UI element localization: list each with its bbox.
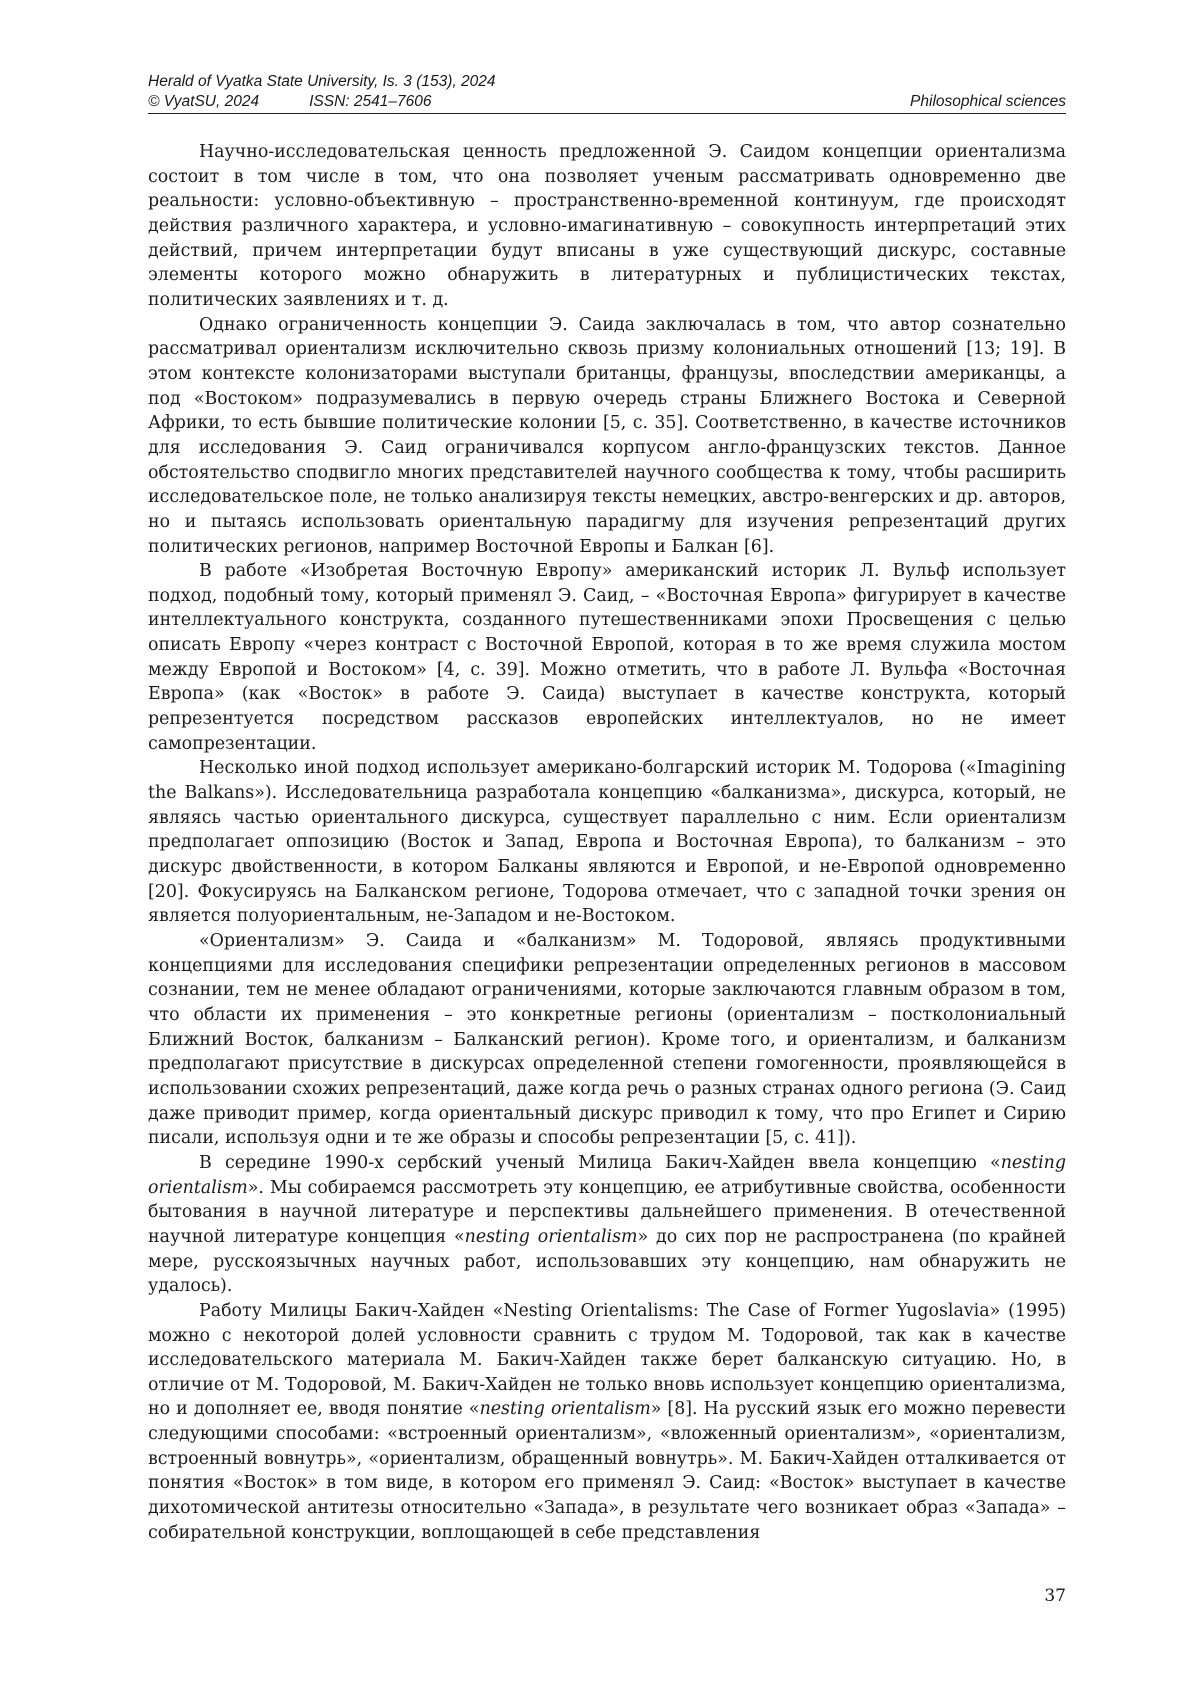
paragraph bbox=[148, 313, 1066, 560]
paragraph bbox=[148, 1151, 1066, 1299]
term-italic: nesting orientalism bbox=[465, 1227, 638, 1247]
term-italic: nesting orientalism bbox=[148, 1153, 1066, 1198]
header-left bbox=[148, 92, 431, 112]
paragraph bbox=[148, 1299, 1066, 1546]
paragraph bbox=[148, 559, 1066, 756]
paragraph-text: » [8]. На русский язык его можно перевести следующими способами: «встроенный ориентализм», «вложенный ориентализм», «ориентализм, встроенный вовнутрь», «ориентализм, обращенный вовнутрь». М. Бакич-Хайден отталкивается от понятия «Восток» в том виде, в котором его применял Э. Саид: «Восток» выступает в качестве дихотомической антитезы относительно «Запада», в результате чего возникает образ «Запада» – собирательной конструкции, воплощающей в себе представления bbox=[148, 1399, 1066, 1542]
header-meta-line bbox=[148, 92, 1066, 114]
paragraph-text: Научно-исследовательская ценность предложенной Э. Саидом концепции ориентализма состоит в том числе в том, что она позволяет ученым рассматривать одновременно две реальности: условно-объективную – пространственно-временной континуум, где происходят действия различного характера, и условно-имагинативную – совокупность интерпретаций этих действий, причем интерпретации будут вписаны в уже существующий дискурс, составные элементы которого можно обнаружить в литературных и публицистических текстах, политических заявлениях и т. д. bbox=[148, 142, 1066, 310]
paragraph-text: Несколько иной подход использует американо-болгарский историк М. Тодорова («Imagining the Balkans»). Исследовательница разработала концепцию «балканизма», дискурса, который, не являясь частью ориентального дискурса, существует параллельно с ним. Если ориентализм предполагает оппозицию (Восток и Запад, Европа и Восточная Европа), то балканизм – это дискурс двойственности, в котором Балканы являются и Европой, и не-Европой одновременно [20]. Фокусируясь на Балканском регионе, Тодорова отмечает, что с западной точки зрения он является полуориентальным, не-Западом и не-Востоком. bbox=[148, 758, 1066, 926]
paragraph bbox=[148, 929, 1066, 1151]
article-body bbox=[148, 140, 1066, 1545]
paragraph-text: ». Мы собираемся рассмотреть эту концепцию, ее атрибутивные свойства, особенности бытования в научной литературе и перспективы дальнейшего применения. В отечественной научной литературе концепция « bbox=[148, 1178, 1066, 1247]
paragraph-text: В работе «Изобретая Восточную Европу» американский историк Л. Вульф использует подход, подобный тому, который применял Э. Саид, – «Восточная Европа» фигурирует в качестве интеллектуального конструкта, созданного путешественниками эпохи Просвещения с целью описать Европу «через контраст с Восточной Европой, которая в то же время служила мостом между Европой и Востоком» [4, с. 39]. Можно отметить, что в работе Л. Вульфа «Восточная Европа» (как «Восток» в работе Э. Саида) выступает в качестве конструкта, который репрезентуется посредством рассказов европейских интеллектуалов, но не имеет самопрезентации. bbox=[148, 561, 1066, 754]
term-italic: nesting orientalism bbox=[480, 1399, 651, 1419]
page bbox=[0, 0, 1200, 1697]
paragraph-text: Работу Милицы Бакич-Хайден «Nesting Orientalisms: The Case of Former Yugoslavia» (1995) можно с некоторой долей условности сравнить с трудом М. Тодоровой, так как в качестве исследовательского материала М. Бакич-Хайден также берет балканскую ситуацию. Но, в отличие от М. Тодоровой, М. Бакич-Хайден не только вновь использует концепцию ориентализма, но и дополняет ее, вводя понятие « bbox=[148, 1301, 1066, 1420]
paragraph bbox=[148, 756, 1066, 929]
paragraph-text: «Ориентализм» Э. Саида и «балканизм» М. Тодоровой, являясь продуктивными концепциями для исследования специфики репрезентации определенных регионов в массовом сознании, тем не менее обладают ограничениями, которые заключаются главным образом в том, что области их применения – это конкретные регионы (ориентализм – постколониальный Ближний Восток, балканизм – Балканский регион). Кроме того, и ориентализм, и балканизм предполагают присутствие в дискурсах определенной степени гомогенности, проявляющейся в использовании схожих репрезентаций, даже когда речь о разных странах одного региона (Э. Саид даже приводит пример, когда ориентальный дискурс приводил к тому, что про Египет и Сирию писали, используя одни и те же образы и способы репрезентации [5, с. 41]). bbox=[148, 931, 1066, 1148]
paragraph-text: Однако ограниченность концепции Э. Саида заключалась в том, что автор сознательно рассматривал ориентализм исключительно сквозь призму колониальных отношений [13; 19]. В этом контексте колонизаторами выступали британцы, французы, впоследствии американцы, а под «Востоком» подразумевались в первую очередь страны Ближнего Востока и Северной Африки, то есть бывшие политические колонии [5, с. 35]. Соответственно, в качестве источников для исследования Э. Саид ограничивался корпусом англо-французских текстов. Данное обстоятельство сподвигло многих представителей научного сообщества к тому, чтобы расширить исследовательское поле, не только анализируя тексты немецких, австро-венгерских и др. авторов, но и пытаясь использовать ориентальную парадигму для изучения репрезентаций других политических регионов, например Восточной Европы и Балкан [6]. bbox=[148, 315, 1066, 557]
journal-title: Herald of Vyatka State University, Is. 3 (153), 2024 bbox=[148, 72, 1066, 92]
paragraph bbox=[148, 140, 1066, 313]
running-header bbox=[148, 72, 1066, 114]
page-number: 37 bbox=[1020, 1586, 1066, 1606]
issn: ISSN: 2541–7606 bbox=[309, 93, 431, 110]
paragraph-text: » до сих пор не распространена (по крайней мере, русскоязычных научных работ, использовавших эту концепцию, нам обнаружить не удалось). bbox=[148, 1227, 1066, 1296]
paragraph-text: В середине 1990-х сербский ученый Милица Бакич-Хайден ввела концепцию « bbox=[199, 1153, 1001, 1173]
copyright: © VyatSU, 2024 bbox=[148, 93, 259, 110]
section-name: Philosophical sciences bbox=[910, 92, 1066, 112]
